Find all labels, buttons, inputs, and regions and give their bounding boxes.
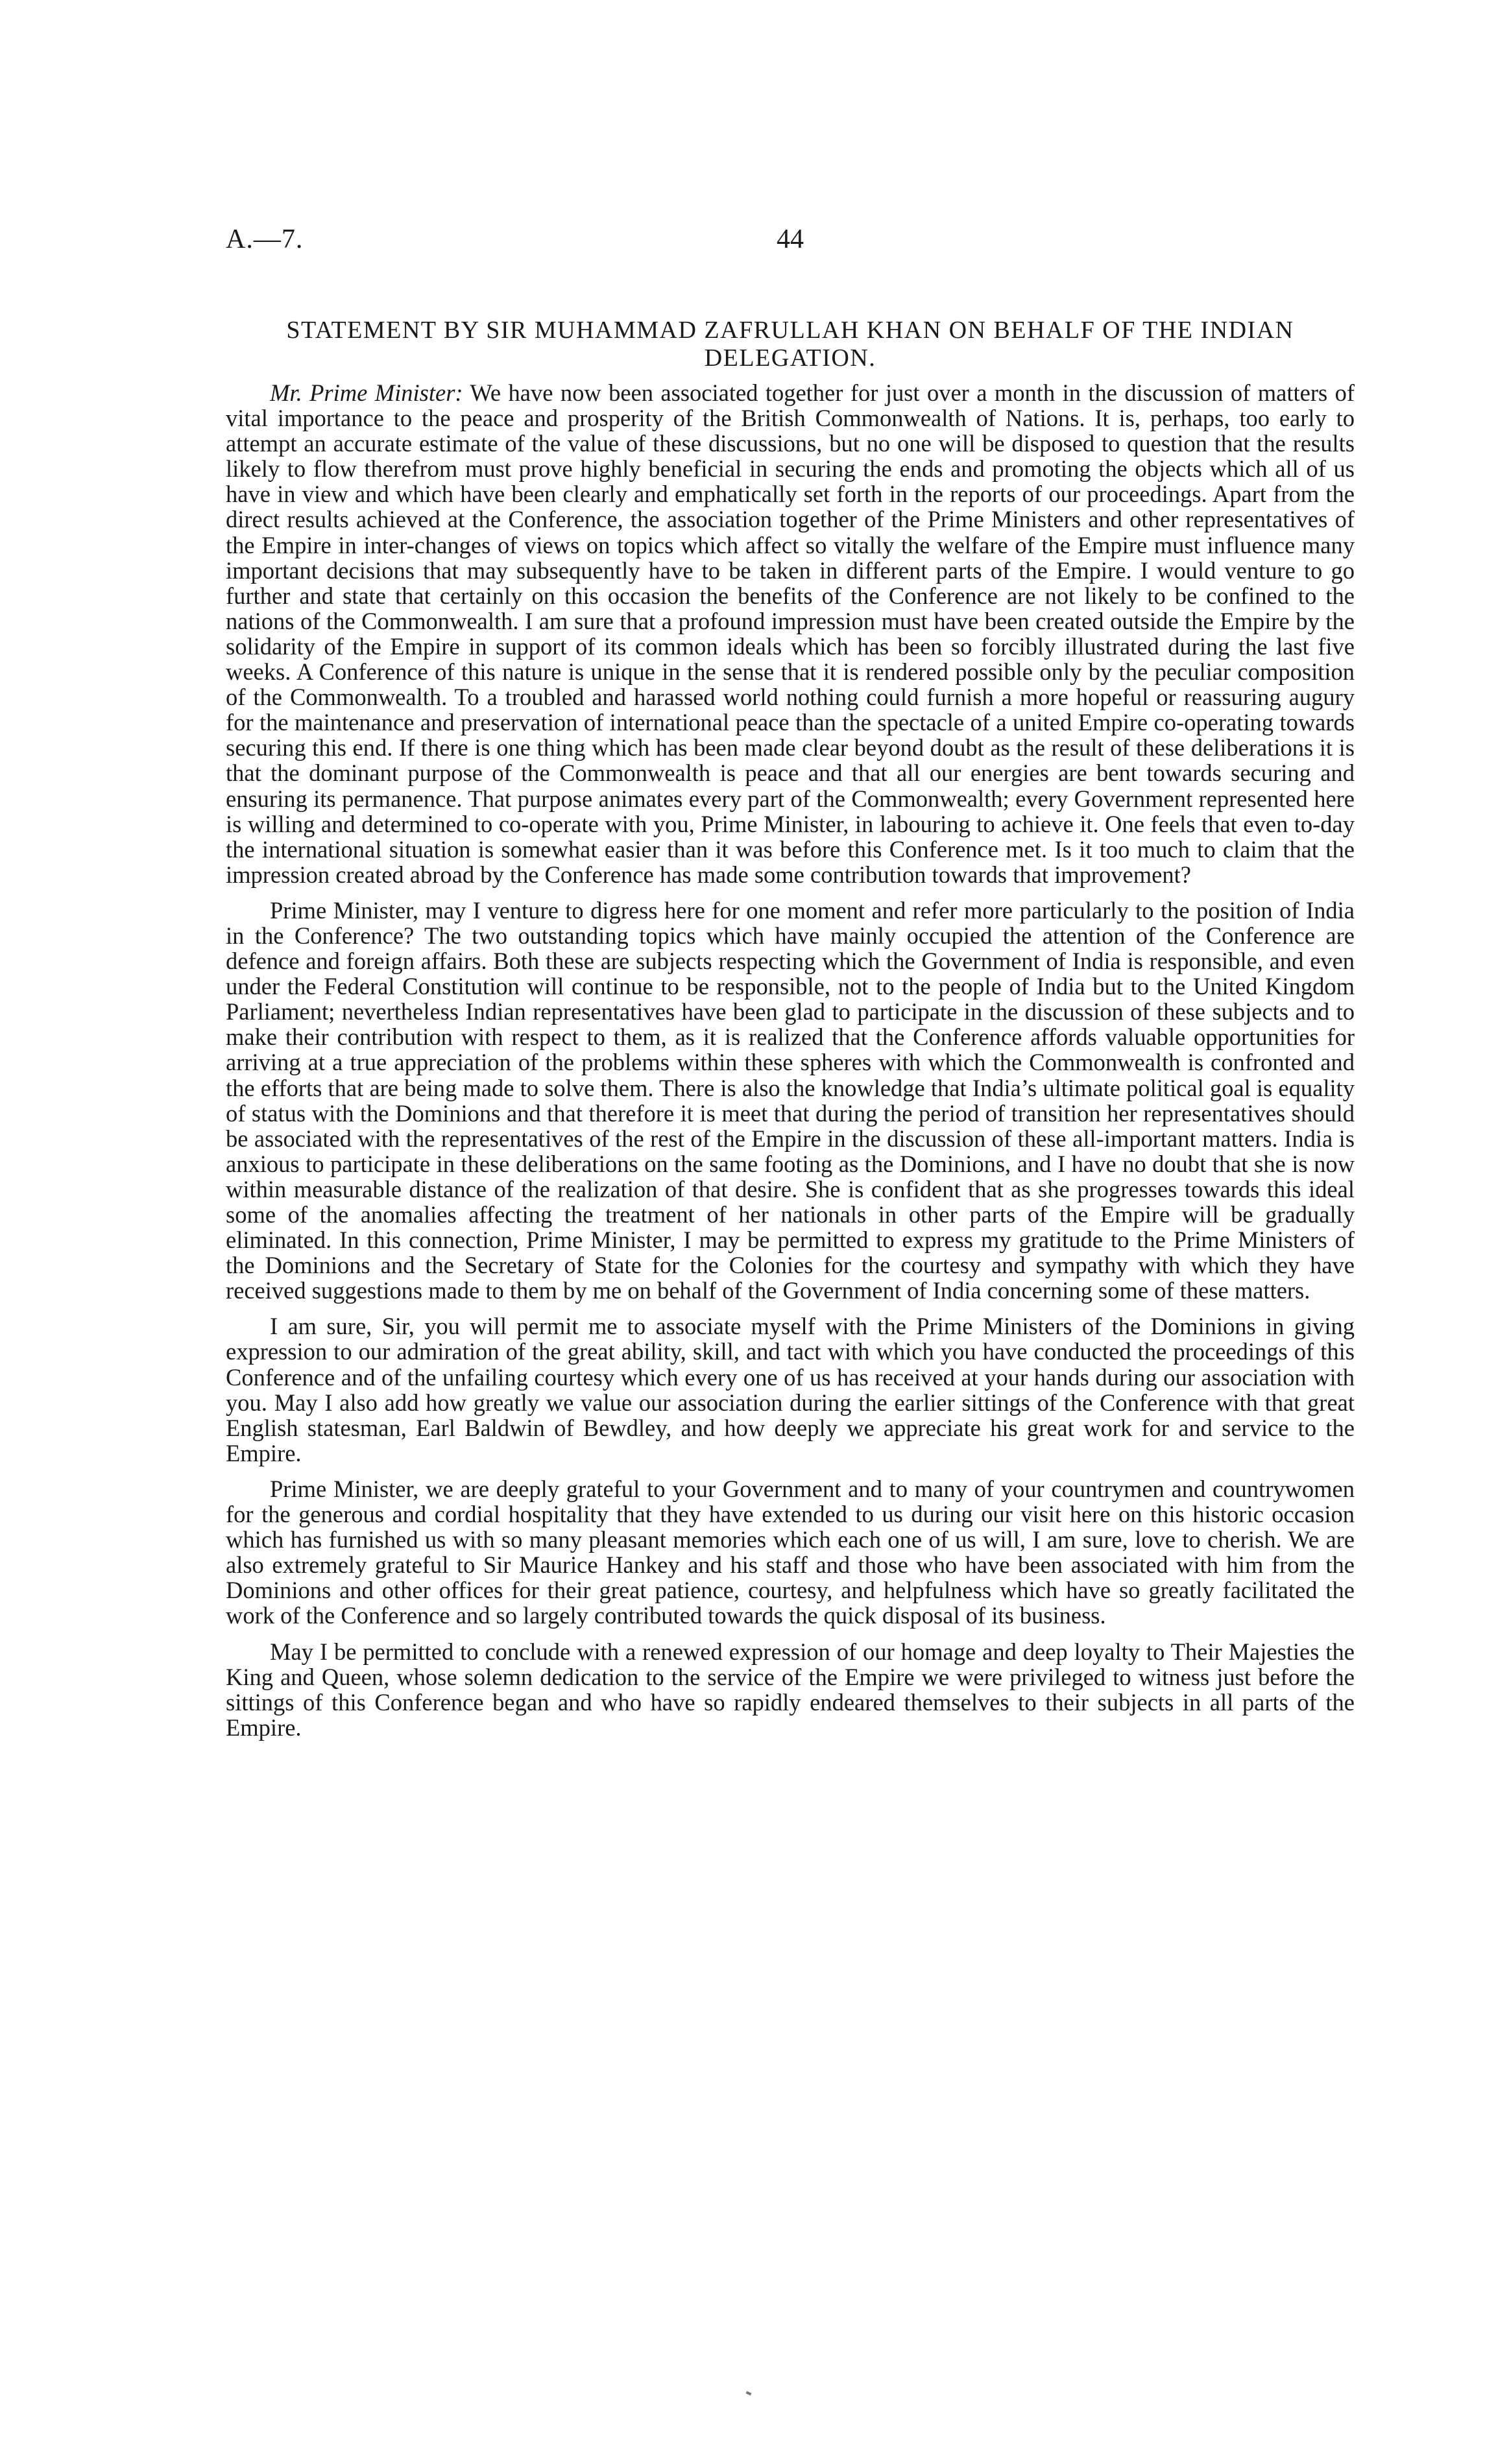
paragraph-5-text: May I be permitted to conclude with a renewed expression of our homage and deep loyalty to Their Majesties the King and Queen, whose solemn dedication to the service of the Empire we were privileged to witness just before the sittings of this Conference began and who have so rapidly endeared themselves to their subjects in all parts of the Empire. — [226, 1638, 1355, 1741]
paragraph-2 — [226, 898, 1355, 1304]
document-reference: A.—7. — [226, 224, 304, 254]
paragraph-2-text: Prime Minister, may I venture to digress here for one moment and refer more particularly to the position of India in the Conference? The two outstanding topics which have mainly occupied the attention of the Conference are defence and foreign affairs. Both these are subjects respecting which the Government of India is responsible, and even under the Federal Constitution will continue to be responsible, not to the people of India but to the United Kingdom Parliament; nevertheless Indian representatives have been glad to participate in the discussion of these subjects and to make their contribution with respect to them, as it is realized that the Conference affords valuable opportunities for arriving at a true appreciation of the problems within these spheres with which the Commonwealth is confronted and the efforts that are being made to solve them. There is also the knowledge that India’s ultimate political goal is equality of status with the Dominions and that therefore it is meet that during the period of transition her representatives should be associated with the representatives of the rest of the Empire in the discussion of these all-important matters. India is anxious to participate in these deliberations on the same footing as the Dominions, and I have no doubt that she is now within measurable distance of the realization of that desire. She is confident that as she progresses towards this ideal some of the anomalies affecting the treatment of her nationals in other parts of the Empire will be gradually eliminated. In this connection, Prime Minister, I may be permitted to express my gratitude to the Prime Ministers of the Dominions and the Secretary of State for the Colonies for the courtesy and sympathy with which they have received suggestions made to them by me on behalf of the Government of India concerning some of these matters. — [226, 896, 1355, 1304]
salutation: Mr. Prime Minister: — [270, 379, 463, 406]
paragraph-5 — [226, 1639, 1355, 1740]
page-number: 44 — [777, 224, 804, 254]
paragraph-1 — [226, 380, 1355, 887]
statement-title: STATEMENT BY SIR MUHAMMAD ZAFRULLAH KHAN ON BEHALF OF THE INDIAN DELEGATION. — [286, 317, 1294, 372]
ink-speck — [746, 2391, 752, 2395]
paragraph-3 — [226, 1313, 1355, 1466]
page-header — [226, 224, 1355, 263]
paragraph-3-text: I am sure, Sir, you will permit me to associate myself with the Prime Ministers of the Dominions in giving expression to our admiration of the great ability, skill, and tact with which you have conducted the proceedings of this Conference and of the unfailing courtesy which every one of us has received at your hands during our association with you. May I also add how greatly we value our association during the earlier sittings of the Conference with that great English statesman, Earl Baldwin of Bewdley, and how deeply we appreciate his great work for and service to the Empire. — [226, 1313, 1355, 1466]
document-body — [226, 317, 1355, 1751]
paragraph-4 — [226, 1476, 1355, 1629]
paragraph-1-text: We have now been associated together for just over a month in the discussion of matters of vital importance to the peace and prosperity of the British Commonwealth of Nations. It is, perhaps, too early to attempt an accurate estimate of the value of these discussions, but no one will be disposed to question that the results likely to flow therefrom must prove highly beneficial in securing the ends and promoting the objects which all of us have in view and which have been clearly and emphatically set forth in the reports of our proceedings. Apart from the direct results achieved at the Conference, the association together of the Prime Ministers and other representatives of the Empire in inter-changes of views on topics which affect so vitally the welfare of the Empire must influence many important decisions that may subsequently have to be taken in different parts of the Empire. I would venture to go further and state that certainly on this occasion the benefits of the Conference are not likely to be confined to the nations of the Commonwealth. I am sure that a profound impression must have been created outside the Empire by the solidarity of the Empire in support of its common ideals which has been so forcibly illustrated during the last five weeks. A Conference of this nature is unique in the sense that it is rendered possible only by the peculiar composition of the Commonwealth. To a troubled and harassed world nothing could furnish a more hopeful or reassuring augury for the maintenance and preservation of international peace than the spectacle of a united Empire co-operating towards securing this end. If there is one thing which has been made clear beyond doubt as the result of these deliberations it is that the dominant purpose of the Commonwealth is peace and that all our energies are bent towards securing and ensuring its permanence. That purpose animates every part of the Commonwealth; every Government represented here is willing and determined to co-operate with you, Prime Minister, in labouring to achieve it. One feels that even to-day the international situation is somewhat easier than it was before this Conference met. Is it too much to claim that the impression created abroad by the Conference has made some contribution towards that improvement? — [226, 379, 1355, 888]
paragraph-4-text: Prime Minister, we are deeply grateful to your Government and to many of your countrymen and countrywomen for the generous and cordial hospitality that they have extended to us during our visit here on this historic occasion which has furnished us with so many pleasant memories which each one of us will, I am sure, love to cherish. We are also extremely grateful to Sir Maurice Hankey and his staff and those who have been associated with him from the Dominions and other offices for their great patience, courtesy, and helpfulness which have so greatly facilitated the work of the Conference and so largely contributed towards the quick disposal of its business. — [226, 1475, 1355, 1629]
